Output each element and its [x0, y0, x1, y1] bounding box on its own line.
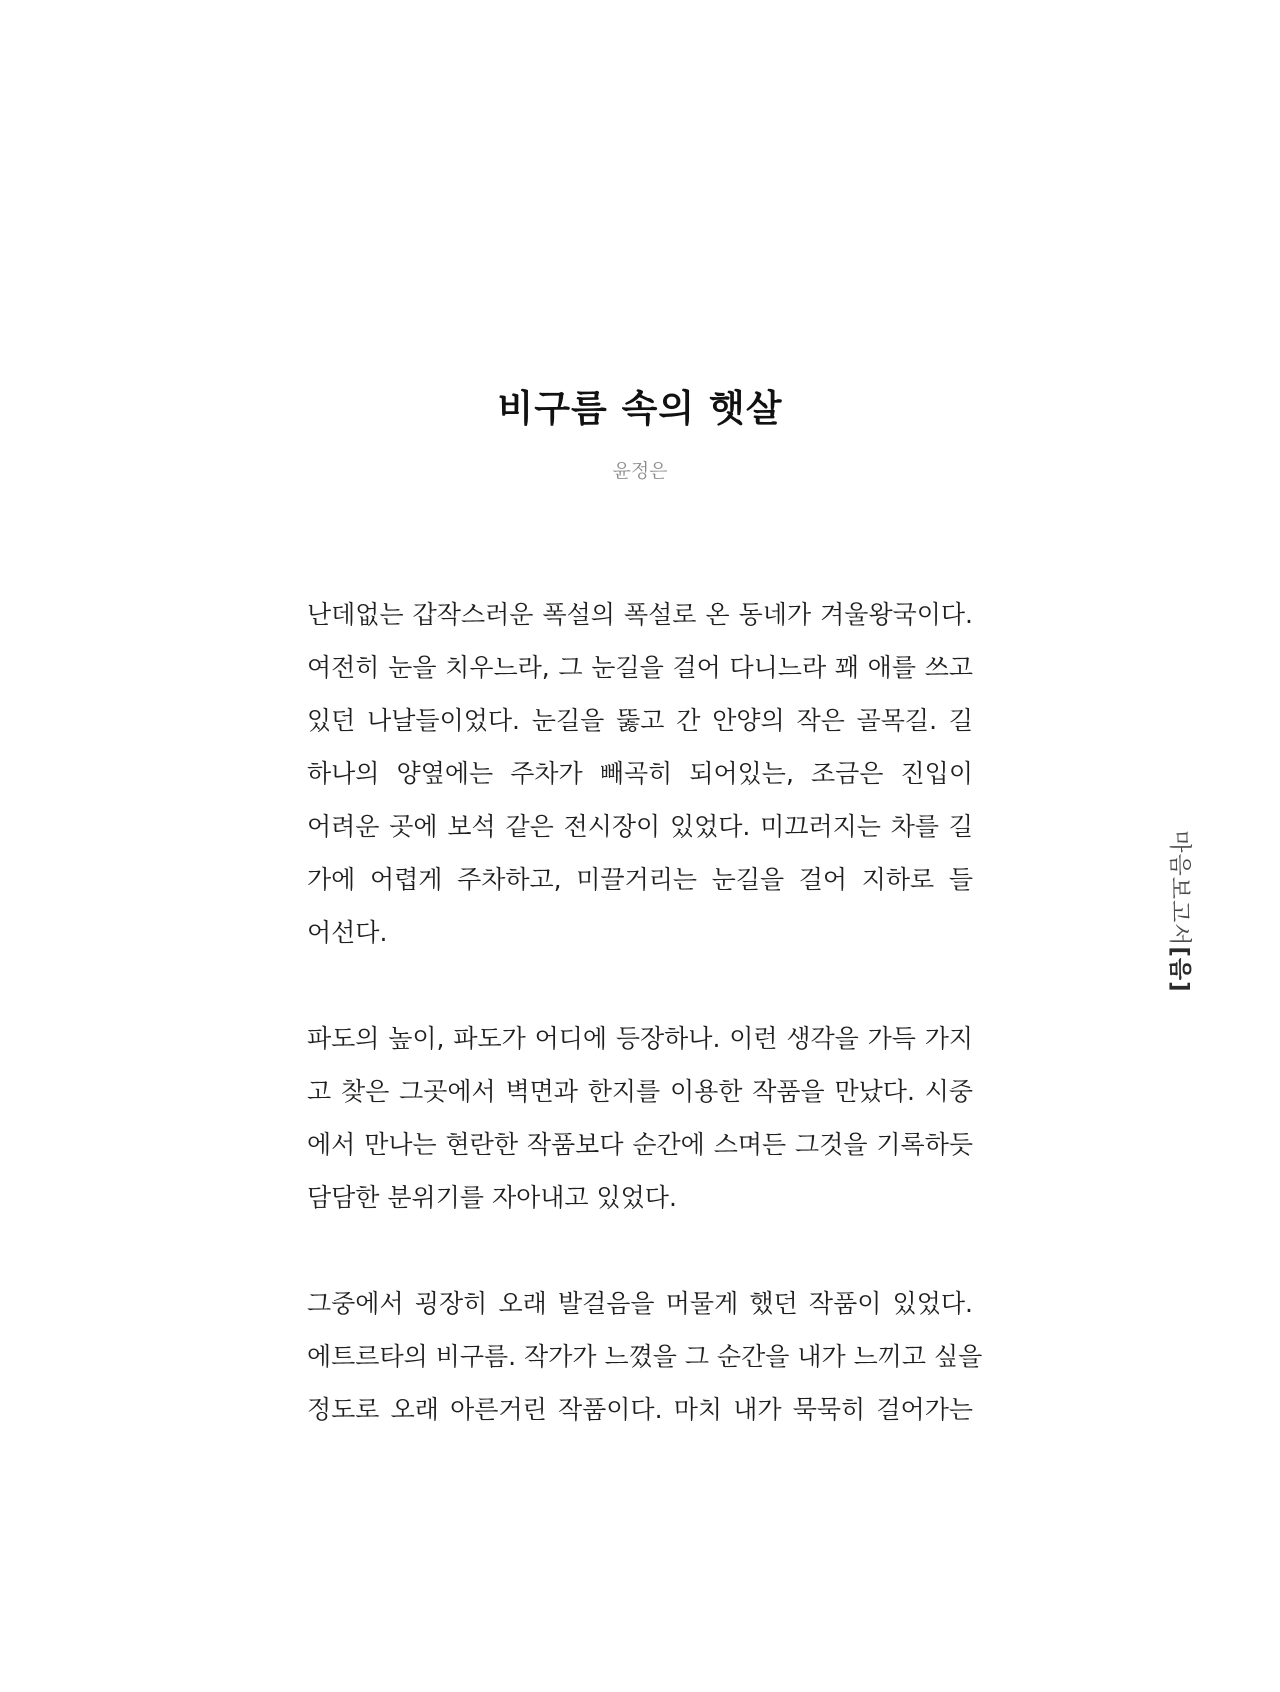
text-line: 정도로 오래 아른거린 작품이다. 마치 내가 묵묵히 걸어가는 — [307, 1395, 973, 1424]
section-side-label — [1162, 826, 1202, 996]
text-line: 여전히 눈을 치우느라, 그 눈길을 걸어 다니느라 꽤 애를 쓰고 — [307, 653, 973, 682]
paragraph — [307, 1012, 973, 1224]
text-line: 그중에서 굉장히 오래 발걸음을 머물게 했던 작품이 있었다. — [307, 1289, 973, 1318]
side-label-bracket: [음] — [1166, 945, 1193, 993]
text-line: 난데없는 갑작스러운 폭설의 폭설로 온 동네가 겨울왕국이다. — [307, 600, 973, 629]
paragraph-gap — [307, 959, 973, 1012]
text-line: 에서 만나는 현란한 작품보다 순간에 스며든 그것을 기록하듯 — [307, 1130, 973, 1159]
article-title: 비구름 속의 햇살 — [497, 387, 783, 430]
text-line: 담담한 분위기를 자아내고 있었다. — [307, 1183, 677, 1212]
author-name: 윤정은 — [612, 460, 668, 482]
article-body — [307, 588, 983, 1436]
text-line: 어선다. — [307, 918, 388, 947]
side-label-title: 마음보고서 — [1166, 829, 1193, 946]
paragraph — [307, 588, 973, 959]
text-line: 하나의 양옆에는 주차가 빼곡히 되어있는, 조금은 진입이 — [307, 759, 973, 788]
text-line: 어려운 곳에 보석 같은 전시장이 있었다. 미끄러지는 차를 길 — [307, 812, 973, 841]
text-line: 고 찾은 그곳에서 벽면과 한지를 이용한 작품을 만났다. 시중 — [307, 1077, 973, 1106]
side-label-text — [1166, 830, 1199, 992]
paragraph-gap — [307, 1224, 973, 1277]
text-line: 에트르타의 비구름. 작가가 느꼈을 그 순간을 내가 느끼고 싶을 — [307, 1342, 983, 1371]
text-line: 가에 어렵게 주차하고, 미끌거리는 눈길을 걸어 지하로 들 — [307, 865, 973, 894]
paragraph — [307, 1277, 983, 1436]
text-line: 파도의 높이, 파도가 어디에 등장하나. 이런 생각을 가득 가지 — [307, 1024, 973, 1053]
text-line: 있던 나날들이었다. 눈길을 뚫고 간 안양의 작은 골목길. 길 — [307, 706, 973, 735]
